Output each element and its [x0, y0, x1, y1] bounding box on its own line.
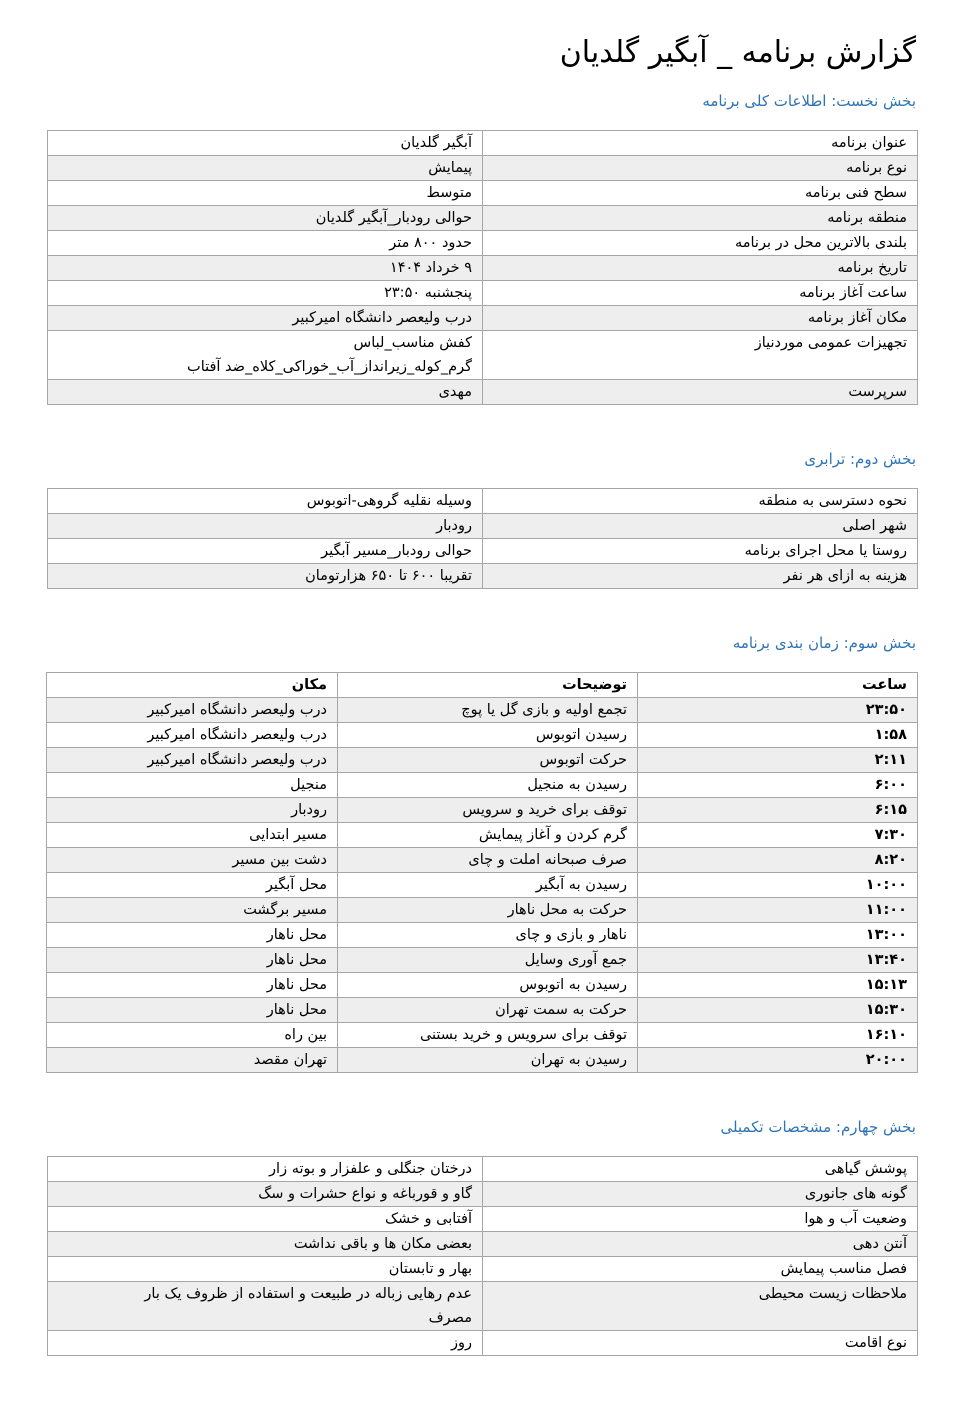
- column-header-time: ساعت: [638, 673, 918, 698]
- table-row: [48, 306, 918, 331]
- row-value: ۹ خرداد ۱۴۰۴: [48, 256, 483, 281]
- time-cell: ۱۱:۰۰: [638, 898, 918, 923]
- row-value: بعضی مکان ها و باقی نداشت: [48, 1232, 483, 1257]
- row-label: وضعیت آب و هوا: [483, 1207, 918, 1232]
- place-cell: درب ولیعصر دانشگاه امیرکبیر: [47, 723, 338, 748]
- section-2-heading: بخش دوم: ترابری: [804, 450, 916, 468]
- row-value: گاو و قورباغه و نواع حشرات و سگ: [48, 1182, 483, 1207]
- table-row: [47, 798, 918, 823]
- place-cell: دشت بین مسیر: [47, 848, 338, 873]
- row-value: درب ولیعصر دانشگاه امیرکبیر: [48, 306, 483, 331]
- table-header-row: [47, 673, 918, 698]
- table-row: [48, 539, 918, 564]
- table-row: [47, 823, 918, 848]
- description-cell: رسیدن اتوبوس: [338, 723, 638, 748]
- environment-note-line-2: مصرف: [428, 1310, 472, 1326]
- time-cell: ۸:۲۰: [638, 848, 918, 873]
- table-row: [47, 923, 918, 948]
- row-label: نوع اقامت: [483, 1331, 918, 1356]
- description-cell: رسیدن به اتوبوس: [338, 973, 638, 998]
- row-label: تجهیزات عمومی موردنیاز: [483, 331, 918, 380]
- time-cell: ۲:۱۱: [638, 748, 918, 773]
- table-row: [48, 380, 918, 405]
- row-value: حوالی رودبار_مسیر آبگیر: [48, 539, 483, 564]
- time-cell: ۲۰:۰۰: [638, 1048, 918, 1073]
- row-label: پوشش گیاهی: [483, 1157, 918, 1182]
- time-cell: ۶:۱۵: [638, 798, 918, 823]
- description-cell: حرکت اتوبوس: [338, 748, 638, 773]
- table-row: [47, 698, 918, 723]
- equipment-line-2: گرم_کوله_زیرانداز_آب_خوراکی_کلاه_ضد آفتاب: [187, 359, 472, 375]
- time-cell: ۱۳:۴۰: [638, 948, 918, 973]
- row-value: مهدی: [48, 380, 483, 405]
- time-cell: ۱۵:۱۳: [638, 973, 918, 998]
- row-label: سطح فنی برنامه: [483, 181, 918, 206]
- table-row: [47, 873, 918, 898]
- table-row: [48, 231, 918, 256]
- row-label: نوع برنامه: [483, 156, 918, 181]
- row-value: [48, 331, 483, 380]
- description-cell: تجمع اولیه و بازی گل یا پوچ: [338, 698, 638, 723]
- row-label: بلندی بالاترین محل در برنامه: [483, 231, 918, 256]
- table-row: [48, 131, 918, 156]
- time-cell: ۱:۵۸: [638, 723, 918, 748]
- row-label: مکان آغاز برنامه: [483, 306, 918, 331]
- table-row: [47, 1048, 918, 1073]
- row-value: روز: [48, 1331, 483, 1356]
- place-cell: رودبار: [47, 798, 338, 823]
- row-value: وسیله نقلیه گروهی-اتوبوس: [48, 489, 483, 514]
- row-value: تقریبا ۶۰۰ تا ۶۵۰ هزارتومان: [48, 564, 483, 589]
- table-row: [48, 1182, 918, 1207]
- description-cell: گرم کردن و آغاز پیمایش: [338, 823, 638, 848]
- row-value: بهار و تابستان: [48, 1257, 483, 1282]
- table-row: [47, 848, 918, 873]
- place-cell: محل ناهار: [47, 973, 338, 998]
- place-cell: محل ناهار: [47, 998, 338, 1023]
- table-row: [47, 723, 918, 748]
- row-value: آبگیر گلدیان: [48, 131, 483, 156]
- time-cell: ۱۰:۰۰: [638, 873, 918, 898]
- place-cell: محل آبگیر: [47, 873, 338, 898]
- table-row: [47, 998, 918, 1023]
- row-label: ملاحظات زیست محیطی: [483, 1282, 918, 1331]
- column-header-place: مکان: [47, 673, 338, 698]
- equipment-line-1: کفش مناسب_لباس: [353, 335, 472, 351]
- table-row: [48, 156, 918, 181]
- general-info-table: [47, 130, 918, 405]
- section-4-heading: بخش چهارم: مشخصات تکمیلی: [720, 1118, 916, 1136]
- table-row: [48, 1232, 918, 1257]
- table-row: [47, 1023, 918, 1048]
- row-label: فصل مناسب پیمایش: [483, 1257, 918, 1282]
- description-cell: رسیدن به آبگیر: [338, 873, 638, 898]
- row-label: شهر اصلی: [483, 514, 918, 539]
- row-label: عنوان برنامه: [483, 131, 918, 156]
- row-label: نحوه دسترسی به منطقه: [483, 489, 918, 514]
- table-row: [48, 256, 918, 281]
- row-value: حوالی رودبار_آبگیر گلدیان: [48, 206, 483, 231]
- place-cell: مسیر ابتدایی: [47, 823, 338, 848]
- row-label: تاریخ برنامه: [483, 256, 918, 281]
- description-cell: حرکت به محل ناهار: [338, 898, 638, 923]
- description-cell: رسیدن به تهران: [338, 1048, 638, 1073]
- description-cell: ناهار و بازی و چای: [338, 923, 638, 948]
- row-value: حدود ۸۰۰ متر: [48, 231, 483, 256]
- row-value: پیمایش: [48, 156, 483, 181]
- table-row: [48, 1282, 918, 1331]
- time-cell: ۲۳:۵۰: [638, 698, 918, 723]
- section-3-heading: بخش سوم: زمان بندی برنامه: [732, 634, 916, 652]
- row-value: [48, 1282, 483, 1331]
- row-label: منطقه برنامه: [483, 206, 918, 231]
- row-label: ساعت آغاز برنامه: [483, 281, 918, 306]
- schedule-table: [46, 672, 918, 1073]
- table-row: [48, 564, 918, 589]
- description-cell: توقف برای خرید و سرویس: [338, 798, 638, 823]
- description-cell: صرف صبحانه املت و چای: [338, 848, 638, 873]
- table-row: [48, 181, 918, 206]
- row-value: پنجشنبه ۲۳:۵۰: [48, 281, 483, 306]
- table-row: [47, 973, 918, 998]
- column-header-description: توضیحات: [338, 673, 638, 698]
- report-page: [46, 30, 918, 1356]
- table-row: [48, 489, 918, 514]
- time-cell: ۱۵:۳۰: [638, 998, 918, 1023]
- table-row: [48, 206, 918, 231]
- place-cell: تهران مقصد: [47, 1048, 338, 1073]
- place-cell: درب ولیعصر دانشگاه امیرکبیر: [47, 698, 338, 723]
- row-value: آفتابی و خشک: [48, 1207, 483, 1232]
- supplementary-table: [47, 1156, 918, 1356]
- table-row: [47, 898, 918, 923]
- description-cell: حرکت به سمت تهران: [338, 998, 638, 1023]
- transport-table: [47, 488, 918, 589]
- table-row: [47, 773, 918, 798]
- table-row: [48, 331, 918, 380]
- time-cell: ۶:۰۰: [638, 773, 918, 798]
- table-row: [48, 1207, 918, 1232]
- table-row: [48, 281, 918, 306]
- row-label: هزینه به ازای هر نفر: [483, 564, 918, 589]
- table-row: [47, 948, 918, 973]
- row-value: متوسط: [48, 181, 483, 206]
- table-row: [48, 1257, 918, 1282]
- place-cell: منجیل: [47, 773, 338, 798]
- time-cell: ۱۳:۰۰: [638, 923, 918, 948]
- description-cell: رسیدن به منجیل: [338, 773, 638, 798]
- row-value: درختان جنگلی و علفزار و بوته زار: [48, 1157, 483, 1182]
- place-cell: درب ولیعصر دانشگاه امیرکبیر: [47, 748, 338, 773]
- place-cell: مسیر برگشت: [47, 898, 338, 923]
- table-row: [48, 514, 918, 539]
- section-1-heading: بخش نخست: اطلاعات کلی برنامه: [702, 92, 916, 110]
- place-cell: محل ناهار: [47, 948, 338, 973]
- row-label: روستا یا محل اجرای برنامه: [483, 539, 918, 564]
- place-cell: بین راه: [47, 1023, 338, 1048]
- row-label: سرپرست: [483, 380, 918, 405]
- row-label: گونه های جانوری: [483, 1182, 918, 1207]
- description-cell: جمع آوری وسایل: [338, 948, 638, 973]
- time-cell: ۷:۳۰: [638, 823, 918, 848]
- table-row: [48, 1331, 918, 1356]
- table-row: [48, 1157, 918, 1182]
- place-cell: محل ناهار: [47, 923, 338, 948]
- time-cell: ۱۶:۱۰: [638, 1023, 918, 1048]
- table-row: [47, 748, 918, 773]
- environment-note-line-1: عدم رهایی زباله در طبیعت و استفاده از ظروف یک بار: [144, 1286, 472, 1302]
- row-label: آنتن دهی: [483, 1232, 918, 1257]
- row-value: رودبار: [48, 514, 483, 539]
- report-title: گزارش برنامه _ آبگیر گلدیان: [559, 35, 916, 70]
- description-cell: توقف برای سرویس و خرید بستنی: [338, 1023, 638, 1048]
